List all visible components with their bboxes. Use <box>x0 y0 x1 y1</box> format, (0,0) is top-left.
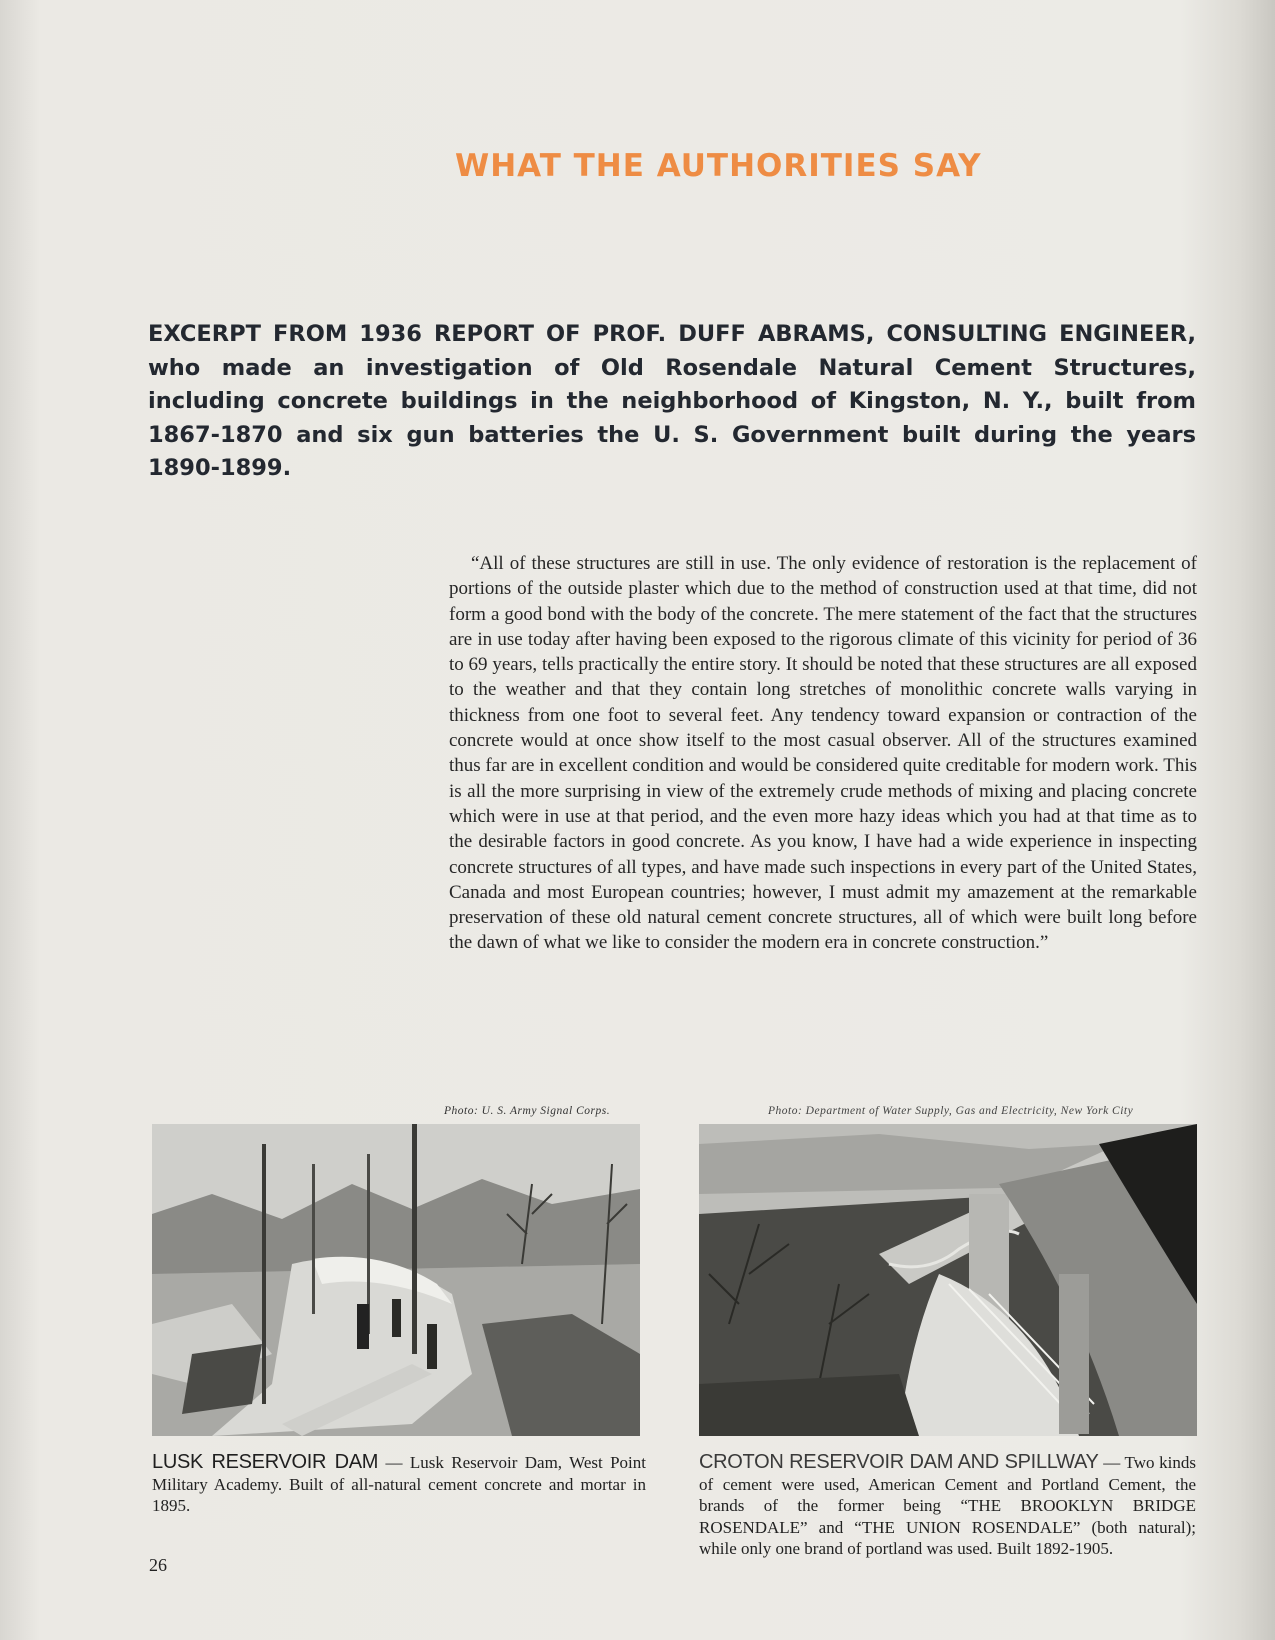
photo-credit-lusk: Photo: U. S. Army Signal Corps. <box>444 1105 611 1117</box>
caption-lusk-dash: — <box>378 1453 410 1472</box>
caption-croton-title: CROTON RESERVOIR DAM AND SPILLWAY <box>699 1451 1099 1473</box>
quote-body: “All of these structures are still in use. The only evidence of restoration is the replacement of portions of the outside plaster which due to the method of construction used at that time, did not form a good bond with the body of the concrete. The mere statement of the fact that the structures are in use today after having been exposed to the rigorous climate of this vicinity for period of 36 to 69 years, tells practically the entire story. It should be noted that these structures are all exposed to the weather and that they contain long stretches of monolithic concrete walls varying in thickness from one foot to several feet. Any tendency toward expansion or contraction of the concrete would at once show itself to the most casual observer. All of the structures examined thus far are in excellent condition and would be considered quite creditable for modern work. This is all the more surprising in view of the extremely crude methods of mixing and placing concrete which were in use at that period, and the even more hazy ideas which you had at that time as to the desirable factors in good concrete. As you know, I have had a wide experience in inspecting concrete structures of all types, and have made such inspections in every part of the United States, Canada and most European countries; however, I must admit my amazement at the remarkable preservation of these old natural cement concrete structures, all of which were built long before the dawn of what we like to consider the modern era in concrete construction.” <box>449 553 1197 954</box>
caption-lusk-title: LUSK RESERVOIR DAM <box>152 1451 379 1473</box>
caption-lusk <box>152 1452 646 1517</box>
intro-excerpt: EXCERPT FROM 1936 REPORT OF PROF. DUFF ABRAMS, CONSULTING ENGINEER, who made an investigation of Old Rosendale Natural Cement Structures, including concrete buildings in the neighborhood of Kingston, N. Y., built from 1867-1870 and six gun batteries the U. S. Government built during the years 1890-1899. <box>148 321 1196 481</box>
lusk-reservoir-dam-photo <box>152 1124 640 1436</box>
croton-reservoir-dam-photo <box>699 1124 1197 1436</box>
caption-lusk-text: Lusk Reservoir Dam, West Point Military Academy. Built of all-natural cement concrete and mortar in 1895. <box>152 1453 646 1515</box>
photo-credit-croton: Photo: Department of Water Supply, Gas and Electricity, New York City <box>768 1105 1134 1117</box>
caption-croton-text: Two kinds of cement were used, American Cement and Portland Cement, the brands of the former being “THE BROOKLYN BRIDGE ROSENDALE” and “THE UNION ROSENDALE” (both natural); while only one brand of portland was used. Built 1892-1905. <box>699 1453 1196 1558</box>
caption-croton-dash: — <box>1098 1453 1125 1472</box>
page-title: WHAT THE AUTHORITIES SAY <box>455 148 982 184</box>
caption-croton <box>699 1452 1196 1560</box>
page-number: 26 <box>149 1555 167 1575</box>
